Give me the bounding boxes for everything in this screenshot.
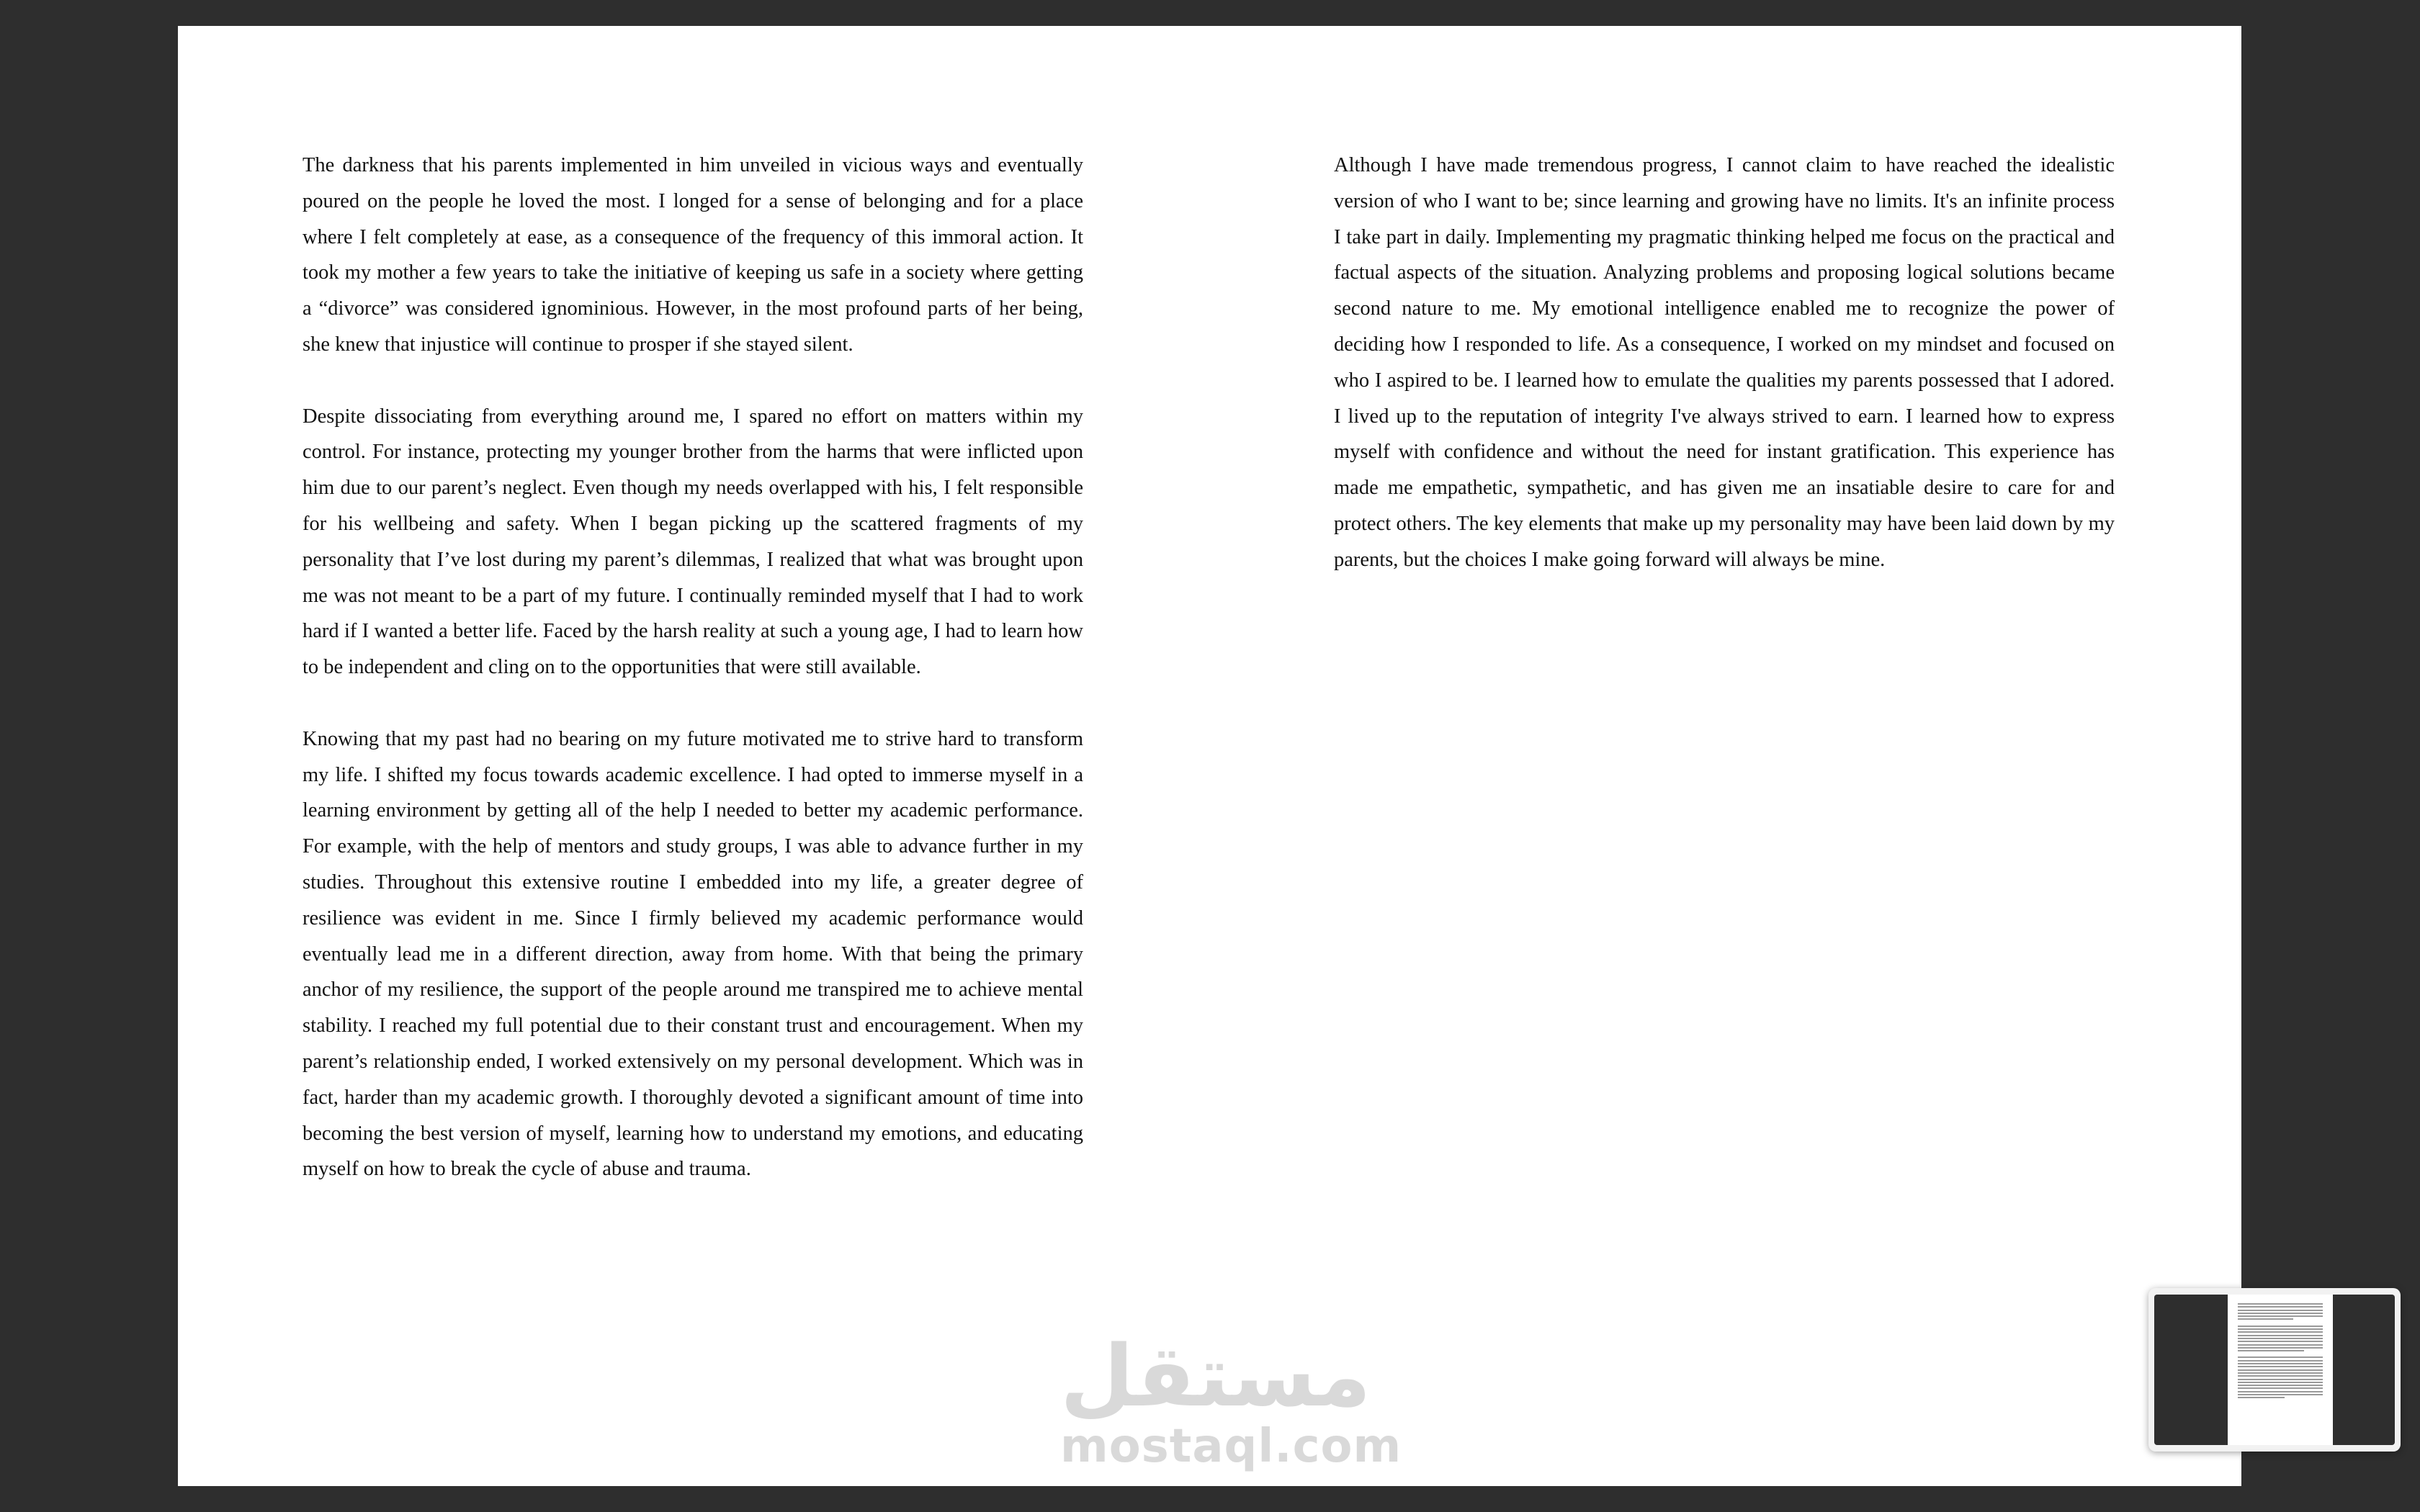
watermark-arabic: مستقل [1060,1326,1371,1426]
paragraph-left-1: The darkness that his parents implemented in him unveiled in vicious ways and eventually poured on the people he loved the most. I longed for a sense of belonging and for a place where I felt completely at ease, as a consequence of the frequency of this immoral action. It took my mother a few years to take the initiative of keeping us safe in a society where getting a “divorce” was considered ignominious. However, in the most profound parts of her being, she knew that injustice will continue to prosper if she stayed silent. [302,154,1083,356]
thumbnail-viewport[interactable] [2154,1295,2395,1445]
thumbnail-text-lines [2238,1303,2323,1400]
paragraph-left-2: Despite dissociating from everything around me, I spared no effort on matters within my control. For instance, protecting my younger brother from the harms that were inflicted upon him due to our parent’s neglect. Even though my needs overlapped with his, I felt responsible for his wellbeing and safety. When I began picking up the scattered fragments of my personality that I’ve lost during my parent’s dilemmas, I realized that what was brought upon me was not meant to be a part of my future. I continually reminded myself that I had to work hard if I wanted a better life. Faced by the harsh reality at such a young age, I had to learn how to be independent and cling on to the opportunities that were still available. [302,405,1083,679]
mostaql-watermark [1060,1326,1402,1480]
paragraph-left-3: Knowing that my past had no bearing on my future motivated me to strive hard to transform my life. I shifted my focus towards academic excellence. I had opted to immerse myself in a learning environment by getting all of the help I needed to better my academic performance. For example, with the help of mentors and study groups, I was able to advance further in my studies. Throughout this extensive routine I embedded into my life, a greater degree of resilience was evident in me. Since I firmly believed my academic performance would eventually lead me in a different direction, away from home. With that being the primary anchor of my resilience, the support of the people around me transpired me to achieve mental stability. I reached my full potential due to their constant trust and encouragement. When my parent’s relationship ended, I worked extensively on my personal development. Which was in fact, harder than my academic growth. I thoroughly devoted a significant amount of time into becoming the best version of myself, learning how to understand my emotions, and educating myself on how to break the cycle of abuse and trauma. [302,727,1083,1181]
right-column [1334,148,2115,613]
watermark-latin: mostaql.com [1060,1420,1402,1473]
page-thumbnail-navigator[interactable] [2148,1288,2401,1452]
page-thumbnail-icon[interactable] [2228,1295,2333,1445]
paragraph-right-1: Although I have made tremendous progress, I cannot claim to have reached the idealistic version of who I want to be; since learning and growing have no limits. It's an infinite process I take part in daily. Implementing my pragmatic thinking helped me focus on the practical and factual aspects of the situation. Analyzing problems and proposing logical solutions became second nature to me. My emotional intelligence enabled me to recognize the power of deciding how I responded to life. As a consequence, I worked on my mindset and focused on who I aspired to be. I learned how to emulate the qualities my parents possessed that I adored. I lived up to the reputation of integrity I've always strived to earn. I learned how to express myself with confidence and without the need for instant gratification. This experience has made me empathetic, sympathetic, and has given me an insatiable desire to care for and protect others. The key elements that make up my personality may have been laid down by my parents, but the choices I make going forward will always be mine. [1334,154,2115,571]
document-page [178,26,2241,1486]
left-column [302,148,1083,1223]
